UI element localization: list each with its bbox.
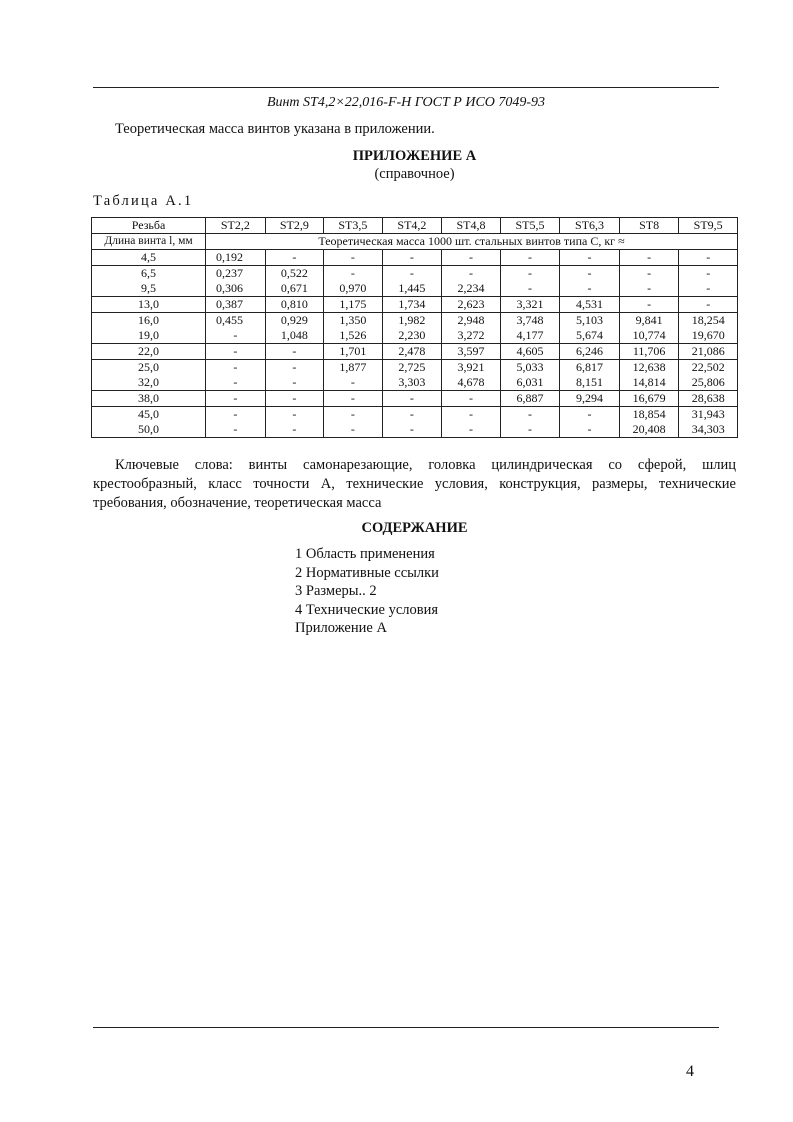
value-cell: - xyxy=(206,422,266,438)
value-cell: - xyxy=(619,297,679,313)
value-cell: - xyxy=(206,344,266,360)
column-header: ST2,2 xyxy=(206,218,266,234)
value-cell: 6,887 xyxy=(500,391,560,407)
value-cell: - xyxy=(679,281,738,297)
value-cell: - xyxy=(442,407,501,423)
value-cell: 34,303 xyxy=(679,422,738,438)
value-cell: 18,254 xyxy=(679,313,738,329)
table-row xyxy=(92,266,738,282)
contents-item[interactable]: 3 Размеры.. 2 xyxy=(295,583,377,599)
value-cell: - xyxy=(324,375,383,391)
value-cell: 9,294 xyxy=(560,391,620,407)
value-cell: - xyxy=(619,281,679,297)
value-cell: 2,725 xyxy=(382,360,442,376)
value-cell: - xyxy=(324,266,383,282)
value-cell: 22,502 xyxy=(679,360,738,376)
contents-item[interactable]: 1 Область применения xyxy=(295,546,435,562)
value-cell: 1,526 xyxy=(324,328,383,344)
appendix-title: ПРИЛОЖЕНИЕ А xyxy=(352,148,477,164)
table-subheader-row xyxy=(92,234,738,250)
value-cell: - xyxy=(382,391,442,407)
value-cell: - xyxy=(679,297,738,313)
mass-header: Теоретическая масса 1000 шт. стальных винтов типа С, кг ≈ xyxy=(206,234,738,250)
value-cell: - xyxy=(500,266,560,282)
value-cell: 0,970 xyxy=(324,281,383,297)
value-cell: 3,921 xyxy=(442,360,501,376)
value-cell: 6,246 xyxy=(560,344,620,360)
column-header: ST3,5 xyxy=(324,218,383,234)
value-cell: 4,177 xyxy=(500,328,560,344)
value-cell: 0,192 xyxy=(206,250,266,266)
value-cell: - xyxy=(382,422,442,438)
value-cell: 1,048 xyxy=(265,328,324,344)
keywords-paragraph: Ключевые слова: винты самонарезающие, головка цилиндрическая со сферой, шлиц крестообразный, класс точности А, технические условия, конструкция, размеры, технические требования, обозначение, теоретическая масса xyxy=(93,457,736,511)
value-cell: 0,455 xyxy=(206,313,266,329)
value-cell: 3,321 xyxy=(500,297,560,313)
value-cell: - xyxy=(560,422,620,438)
value-cell: - xyxy=(382,407,442,423)
value-cell: 9,841 xyxy=(619,313,679,329)
page-number: 4 xyxy=(686,1063,694,1080)
length-cell: 45,0 xyxy=(92,407,206,423)
value-cell: 3,748 xyxy=(500,313,560,329)
value-cell: 21,086 xyxy=(679,344,738,360)
value-cell: 12,638 xyxy=(619,360,679,376)
length-cell: 19,0 xyxy=(92,328,206,344)
value-cell: - xyxy=(500,250,560,266)
value-cell: - xyxy=(442,266,501,282)
table-row xyxy=(92,344,738,360)
appendix-subtitle: (справочное) xyxy=(374,166,455,182)
value-cell: 3,597 xyxy=(442,344,501,360)
contents-item[interactable]: 2 Нормативные ссылки xyxy=(295,564,439,581)
value-cell: - xyxy=(560,281,620,297)
value-cell: - xyxy=(206,391,266,407)
value-cell: 1,445 xyxy=(382,281,442,297)
value-cell: 31,943 xyxy=(679,407,738,423)
value-cell: 6,031 xyxy=(500,375,560,391)
value-cell: - xyxy=(265,250,324,266)
value-cell: 1,982 xyxy=(382,313,442,329)
value-cell: - xyxy=(442,391,501,407)
header-rule xyxy=(93,87,719,88)
value-cell: - xyxy=(324,250,383,266)
length-cell: 38,0 xyxy=(92,391,206,407)
value-cell: - xyxy=(500,281,560,297)
value-cell: 4,605 xyxy=(500,344,560,360)
value-cell: - xyxy=(206,375,266,391)
value-cell: - xyxy=(324,407,383,423)
value-cell: - xyxy=(560,250,620,266)
value-cell: 28,638 xyxy=(679,391,738,407)
value-cell: 5,103 xyxy=(560,313,620,329)
value-cell: 6,817 xyxy=(560,360,620,376)
value-cell: 1,877 xyxy=(324,360,383,376)
value-cell: 18,854 xyxy=(619,407,679,423)
value-cell: - xyxy=(500,407,560,423)
length-cell: 22,0 xyxy=(92,344,206,360)
value-cell: 0,306 xyxy=(206,281,266,297)
value-cell: 2,234 xyxy=(442,281,501,297)
column-header: ST4,2 xyxy=(382,218,442,234)
value-cell: 11,706 xyxy=(619,344,679,360)
value-cell: 2,623 xyxy=(442,297,501,313)
length-cell: 4,5 xyxy=(92,250,206,266)
value-cell: 19,670 xyxy=(679,328,738,344)
table-row xyxy=(92,375,738,391)
table-body xyxy=(92,250,738,438)
document-designation: Винт ST4,2×22,016-F-H ГОСТ Р ИСО 7049-93 xyxy=(266,95,546,110)
value-cell: - xyxy=(206,328,266,344)
value-cell: - xyxy=(265,407,324,423)
length-cell: 13,0 xyxy=(92,297,206,313)
value-cell: - xyxy=(679,250,738,266)
value-cell: 2,948 xyxy=(442,313,501,329)
value-cell: 0,929 xyxy=(265,313,324,329)
column-header: ST9,5 xyxy=(679,218,738,234)
value-cell: - xyxy=(265,391,324,407)
table-row xyxy=(92,391,738,407)
value-cell: 5,674 xyxy=(560,328,620,344)
mass-table xyxy=(91,217,738,438)
value-cell: 3,272 xyxy=(442,328,501,344)
table-header-row xyxy=(92,218,738,234)
value-cell: - xyxy=(265,360,324,376)
value-cell: 0,237 xyxy=(206,266,266,282)
value-cell: - xyxy=(265,375,324,391)
table-row xyxy=(92,297,738,313)
column-header: ST5,5 xyxy=(500,218,560,234)
value-cell: 8,151 xyxy=(560,375,620,391)
value-cell: 0,810 xyxy=(265,297,324,313)
table-row xyxy=(92,407,738,423)
value-cell: 1,350 xyxy=(324,313,383,329)
value-cell: 16,679 xyxy=(619,391,679,407)
value-cell: - xyxy=(265,422,324,438)
value-cell: - xyxy=(382,266,442,282)
value-cell: 4,678 xyxy=(442,375,501,391)
length-cell: 16,0 xyxy=(92,313,206,329)
column-header: ST4,8 xyxy=(442,218,501,234)
value-cell: - xyxy=(324,422,383,438)
value-cell: 20,408 xyxy=(619,422,679,438)
value-cell: 2,478 xyxy=(382,344,442,360)
value-cell: - xyxy=(619,266,679,282)
value-cell: 10,774 xyxy=(619,328,679,344)
value-cell: 3,303 xyxy=(382,375,442,391)
length-cell: 32,0 xyxy=(92,375,206,391)
value-cell: - xyxy=(560,266,620,282)
footer-rule xyxy=(93,1027,719,1028)
value-cell: 2,230 xyxy=(382,328,442,344)
thread-header: Резьба xyxy=(92,218,206,234)
value-cell: - xyxy=(442,250,501,266)
length-cell: 25,0 xyxy=(92,360,206,376)
value-cell: 25,806 xyxy=(679,375,738,391)
length-header: Длина винта l, мм xyxy=(92,234,206,250)
contents-title: СОДЕРЖАНИЕ xyxy=(361,520,468,536)
value-cell: 14,814 xyxy=(619,375,679,391)
table-row xyxy=(92,360,738,376)
table-caption: Таблица А.1 xyxy=(93,193,194,209)
table-row xyxy=(92,281,738,297)
length-cell: 50,0 xyxy=(92,422,206,438)
value-cell: - xyxy=(265,344,324,360)
table-row xyxy=(92,313,738,329)
value-cell: - xyxy=(206,407,266,423)
value-cell: 4,531 xyxy=(560,297,620,313)
value-cell: - xyxy=(679,266,738,282)
table-row xyxy=(92,422,738,438)
contents-list xyxy=(295,545,439,638)
length-cell: 6,5 xyxy=(92,266,206,282)
value-cell: 1,734 xyxy=(382,297,442,313)
value-cell: 1,175 xyxy=(324,297,383,313)
value-cell: 5,033 xyxy=(500,360,560,376)
value-cell: - xyxy=(560,407,620,423)
column-header: ST8 xyxy=(619,218,679,234)
table-row xyxy=(92,328,738,344)
value-cell: - xyxy=(382,250,442,266)
column-header: ST6,3 xyxy=(560,218,620,234)
contents-item[interactable]: 4 Технические условия xyxy=(295,601,439,618)
column-header: ST2,9 xyxy=(265,218,324,234)
value-cell: 0,671 xyxy=(265,281,324,297)
contents-item[interactable]: Приложение А xyxy=(295,620,387,636)
value-cell: - xyxy=(619,250,679,266)
mass-note-paragraph: Теоретическая масса винтов указана в приложении. xyxy=(115,121,435,137)
value-cell: 0,387 xyxy=(206,297,266,313)
value-cell: - xyxy=(324,391,383,407)
value-cell: - xyxy=(206,360,266,376)
value-cell: - xyxy=(500,422,560,438)
value-cell: - xyxy=(442,422,501,438)
table-row xyxy=(92,250,738,266)
length-cell: 9,5 xyxy=(92,281,206,297)
value-cell: 1,701 xyxy=(324,344,383,360)
value-cell: 0,522 xyxy=(265,266,324,282)
